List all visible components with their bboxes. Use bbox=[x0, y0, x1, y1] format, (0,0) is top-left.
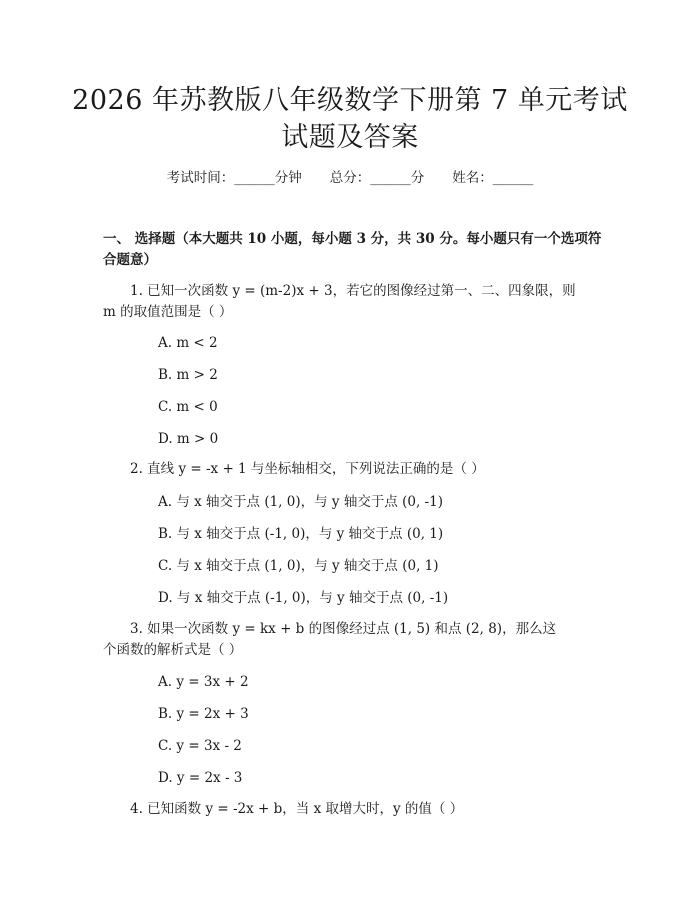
question-1-option-c: C. m < 0 bbox=[158, 399, 218, 415]
question-3-option-c: C. y = 3x - 2 bbox=[158, 738, 242, 754]
exam-time-field: 考试时间：______分钟 bbox=[166, 170, 302, 186]
section-heading-line2: 合题意） bbox=[103, 252, 157, 268]
question-1-option-a: A. m < 2 bbox=[158, 335, 218, 351]
question-3-text: 3. 如果一次函数 y = kx + b 的图像经过点 (1, 5) 和点 (2, 8)，那么这 bbox=[130, 621, 557, 637]
question-2-option-d: D. 与 x 轴交于点 (-1, 0)，与 y 轴交于点 (0, -1) bbox=[158, 590, 449, 606]
question-3-text-cont: 个函数的解析式是（ ） bbox=[103, 642, 243, 658]
question-2-option-c: C. 与 x 轴交于点 (1, 0)，与 y 轴交于点 (0, 1) bbox=[158, 558, 439, 574]
name-field: 姓名：______ bbox=[452, 170, 534, 186]
question-3-option-b: B. y = 2x + 3 bbox=[158, 706, 249, 722]
question-3-option-d: D. y = 2x - 3 bbox=[158, 770, 243, 786]
total-score-field: 总分：______分 bbox=[329, 170, 425, 186]
question-2-option-a: A. 与 x 轴交于点 (1, 0)，与 y 轴交于点 (0, -1) bbox=[158, 494, 443, 510]
exam-info-line bbox=[0, 168, 700, 188]
page-title-line1: 2026 年苏教版八年级数学下册第 7 单元考试 bbox=[72, 85, 628, 116]
section-heading-line1: 一、 选择题（本大题共 10 小题，每小题 3 分，共 30 分。每小题只有一个选项符 bbox=[103, 231, 602, 247]
question-1-text-cont: m 的取值范围是（ ） bbox=[103, 304, 233, 320]
question-2-option-b: B. 与 x 轴交于点 (-1, 0)，与 y 轴交于点 (0, 1) bbox=[158, 526, 444, 542]
question-3-option-a: A. y = 3x + 2 bbox=[158, 674, 249, 690]
question-1-option-d: D. m > 0 bbox=[158, 431, 219, 447]
question-2-text: 2. 直线 y = -x + 1 与坐标轴相交，下列说法正确的是（ ） bbox=[130, 461, 485, 477]
question-1-option-b: B. m > 2 bbox=[158, 367, 218, 383]
page-title-line2: 试题及答案 bbox=[281, 122, 419, 153]
question-4-text: 4. 已知函数 y = -2x + b，当 x 取增大时，y 的值（ ） bbox=[130, 801, 464, 817]
question-1-text: 1. 已知一次函数 y = (m-2)x + 3，若它的图像经过第一、二、四象限，则 bbox=[130, 283, 576, 299]
